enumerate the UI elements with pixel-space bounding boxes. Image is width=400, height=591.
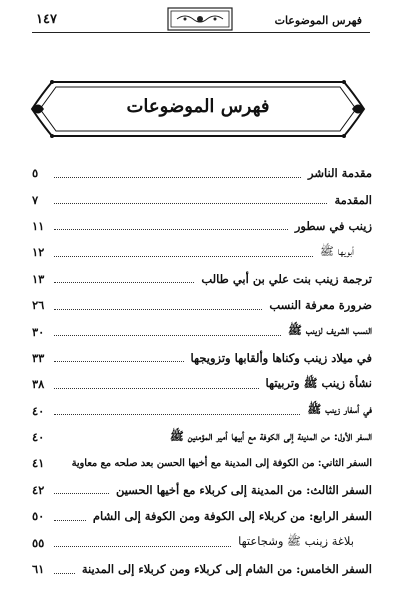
toc-entry-title: أبويها ﷺ bbox=[319, 243, 354, 258]
toc-entry-title: مقدمة الناشر bbox=[308, 166, 372, 181]
title-cartouche bbox=[28, 74, 368, 144]
toc-entry-page: ٦١ bbox=[32, 562, 45, 577]
toc-entry-title: في ميلاد زينب وكناها وألقابها وتزويجها bbox=[190, 350, 372, 365]
page-title: فهرس الموضوعات bbox=[126, 96, 270, 117]
toc-entry bbox=[32, 398, 372, 424]
toc-entry bbox=[32, 450, 372, 476]
header-ornament bbox=[167, 6, 233, 32]
toc-entry-page: ١١ bbox=[32, 218, 45, 233]
toc-leader-dots bbox=[54, 256, 313, 257]
toc-entry-page: ٥٥ bbox=[32, 535, 45, 550]
toc-entry-title: المقدمة bbox=[334, 192, 372, 207]
toc-leader-dots bbox=[54, 520, 86, 521]
toc-entry-page: ٥ bbox=[32, 166, 39, 181]
toc-entry-title: السفر الرابع: من كربلاء إلى الكوفة ومن الكوفة إلى الشام bbox=[92, 509, 372, 524]
toc-entry-page: ١٢ bbox=[32, 245, 45, 260]
toc-entry bbox=[32, 292, 372, 318]
toc-entry-page: ٣٣ bbox=[32, 350, 45, 365]
toc-entry-title: زينب في سطور bbox=[294, 218, 372, 233]
toc-entry bbox=[32, 213, 372, 239]
toc-entry-title: بلاغة زينب ﷺ وشجاعتها bbox=[238, 534, 354, 549]
toc-entry-page: ٤٢ bbox=[32, 482, 45, 497]
toc-entry-page: ٣٠ bbox=[32, 324, 45, 339]
toc-entry-page: ٤٠ bbox=[32, 403, 45, 418]
table-of-contents bbox=[32, 160, 372, 582]
toc-leader-dots bbox=[54, 361, 184, 362]
toc-entry bbox=[32, 239, 372, 265]
toc-leader-dots bbox=[54, 414, 300, 415]
toc-entry-title: نشأة زينب ﷺ وتربيتها bbox=[265, 375, 372, 390]
toc-entry-page: ٣٨ bbox=[32, 377, 45, 392]
toc-leader-dots bbox=[54, 203, 327, 204]
toc-entry-title: السفر الثالث: من المدينة إلى كربلاء مع أخيها الحسين bbox=[115, 482, 372, 497]
toc-entry-title: ترجمة زينب بنت علي بن أبي طالب bbox=[201, 271, 372, 286]
toc-entry-title: النسب الشريف لزينب ﷺ bbox=[288, 323, 372, 338]
toc-entry-title: السفر الخامس: من الشام إلى كربلاء ومن كربلاء إلى المدينة bbox=[81, 562, 372, 577]
toc-entry-page: ٤٠ bbox=[32, 430, 45, 445]
toc-leader-dots bbox=[54, 282, 194, 283]
toc-entry bbox=[32, 424, 372, 450]
toc-entry bbox=[32, 371, 372, 397]
toc-leader-dots bbox=[54, 573, 75, 574]
toc-leader-dots bbox=[54, 546, 231, 547]
header-rule bbox=[32, 32, 370, 33]
toc-entry-page: ١٣ bbox=[32, 271, 45, 286]
toc-leader-dots bbox=[54, 335, 281, 336]
toc-entry bbox=[32, 160, 372, 186]
toc-entry bbox=[32, 266, 372, 292]
toc-entry bbox=[32, 529, 372, 555]
toc-entry bbox=[32, 556, 372, 582]
running-title: فهرس الموضوعات bbox=[274, 14, 362, 27]
toc-leader-dots bbox=[54, 388, 259, 389]
toc-entry bbox=[32, 503, 372, 529]
toc-leader-dots bbox=[54, 309, 262, 310]
toc-leader-dots bbox=[54, 493, 109, 494]
running-header bbox=[0, 0, 400, 52]
page-number: ١٤٧ bbox=[36, 12, 57, 27]
toc-entry-page: ٥٠ bbox=[32, 509, 45, 524]
toc-entry-page: ٧ bbox=[32, 192, 39, 207]
toc-entry-title: السفر الأول: من المدينة إلى الكوفة مع أبيها أمير المؤمنين ﷺ bbox=[169, 428, 372, 443]
toc-entry bbox=[32, 345, 372, 371]
toc-entry-title: السفر الثاني: من الكوفة إلى المدينة مع أخيها الحسن بعد صلحه مع معاوية bbox=[71, 457, 372, 469]
toc-entry-title: ضرورة معرفة النسب bbox=[269, 298, 372, 313]
toc-entry bbox=[32, 318, 372, 344]
toc-entry bbox=[32, 186, 372, 212]
toc-entry-page: ٤١ bbox=[32, 456, 45, 471]
toc-leader-dots bbox=[54, 229, 288, 230]
toc-leader-dots bbox=[54, 177, 301, 178]
toc-entry bbox=[32, 477, 372, 503]
toc-entry-page: ٢٦ bbox=[32, 298, 45, 313]
toc-entry-title: في أسفار زينب ﷺ bbox=[307, 402, 372, 417]
